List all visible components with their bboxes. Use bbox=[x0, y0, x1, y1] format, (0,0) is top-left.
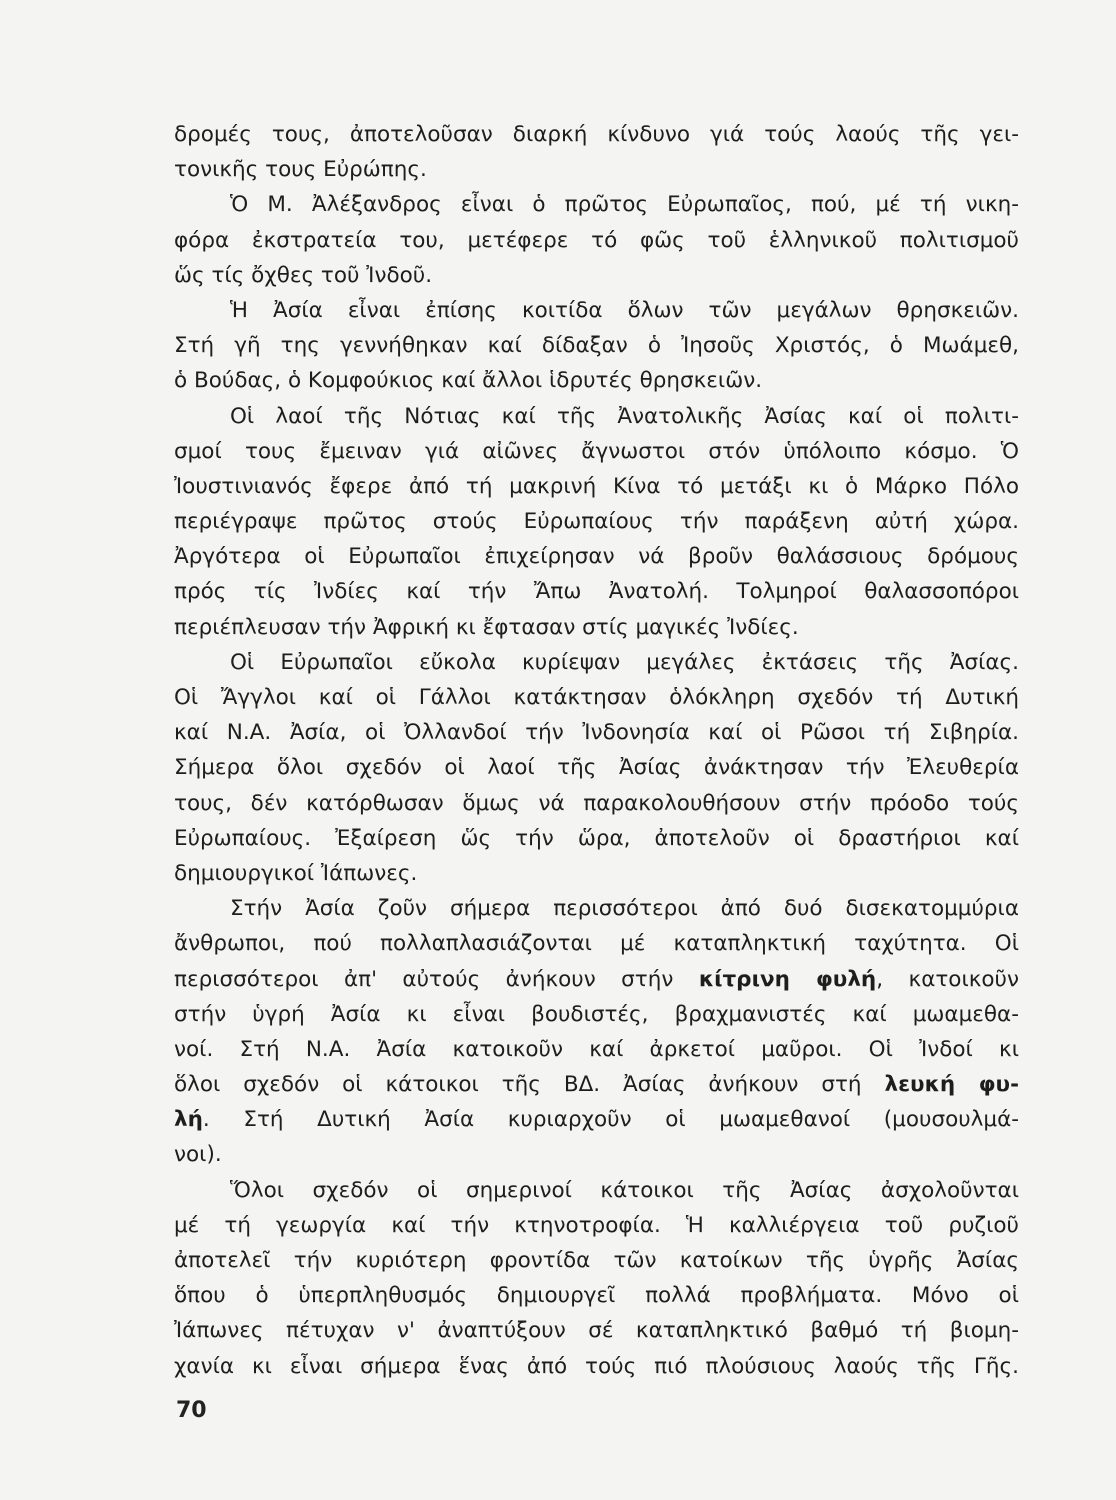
text-line: Ἰάπωνες πέτυχαν ν' ἀναπτύξουν σέ καταπληκτικό βαθμό τή βιομη- bbox=[174, 1318, 1019, 1344]
text-line: Ἰουστινιανός ἔφερε ἀπό τή μακρινή Κίνα τό μετάξι κι ὁ Μάρκο Πόλο bbox=[174, 473, 1019, 499]
text-line: Ἡ Ἀσία εἶναι ἐπίσης κοιτίδα ὅλων τῶν μεγάλων θρησκειῶν. bbox=[230, 297, 1019, 323]
text-line: Εὐρωπαίους. Ἐξαίρεση ὥς τήν ὥρα, ἀποτελοῦν οἱ δραστήριοι καί bbox=[174, 825, 1019, 851]
text-line: πρός τίς Ἰνδίες καί τήν Ἄπω Ἀνατολή. Τολμηροί θαλασσοπόροι bbox=[174, 579, 1019, 605]
text-line: Ὁ Μ. Ἀλέξανδρος εἶναι ὁ πρῶτος Εὐρωπαῖος, πού, μέ τή νικη- bbox=[230, 192, 1019, 218]
text-line: φόρα ἐκστρατεία του, μετέφερε τό φῶς τοῦ ἑλληνικοῦ πολιτισμοῦ bbox=[174, 227, 1019, 253]
text-run: περισσότεροι ἀπ' αὐτούς ἀνήκουν στήν bbox=[174, 966, 699, 992]
text-line bbox=[174, 1102, 1019, 1137]
text-line: ὅπου ὁ ὑπερπληθυσμός δημιουργεῖ πολλά προβλήματα. Μόνο οἱ bbox=[174, 1283, 1019, 1309]
text-line: Ὅλοι σχεδόν οἱ σημερινοί κάτοικοι τῆς Ἀσίας ἀσχολοῦνται bbox=[230, 1177, 1019, 1203]
text-line: στήν ὑγρή Ἀσία κι εἶναι βουδιστές, βραχμανιστές καί μωαμεθα- bbox=[174, 1001, 1019, 1027]
text-line: ἄνθρωποι, πού πολλαπλασιάζονται μέ καταπληκτική ταχύτητα. Οἱ bbox=[174, 931, 1019, 957]
text-line: Οἱ Εὐρωπαῖοι εὔκολα κυρίεψαν μεγάλες ἐκτάσεις τῆς Ἀσίας. bbox=[230, 649, 1019, 675]
text-line: περιέγραψε πρῶτος στούς Εὐρωπαίους τήν παράξενη αὐτή χώρα. bbox=[174, 509, 1019, 535]
text-line bbox=[174, 1067, 1019, 1102]
text-line: περιέπλευσαν τήν Ἀφρική κι ἔφτασαν στίς μαγικές Ἰνδίες. bbox=[174, 614, 799, 640]
text-run: . Στή Δυτική Ἀσία κυριαρχοῦν οἱ μωαμεθανοί (μουσουλμά- bbox=[202, 1107, 1019, 1133]
bold-term: λή bbox=[174, 1107, 203, 1133]
bold-term: λευκή φυ- bbox=[884, 1072, 1019, 1098]
bold-term: κίτρινη φυλή bbox=[698, 966, 877, 992]
page-number: 70 bbox=[176, 1398, 207, 1423]
text-line: δρομές τους, ἀποτελοῦσαν διαρκή κίνδυνο γιά τούς λαούς τῆς γει- bbox=[174, 122, 1019, 147]
text-line: ἀποτελεῖ τήν κυριότερη φροντίδα τῶν κατοίκων τῆς ὑγρῆς Ἀσίας bbox=[174, 1248, 1019, 1273]
text-line: Οἱ λαοί τῆς Νότιας καί τῆς Ἀνατολικῆς Ἀσίας καί οἱ πολιτι- bbox=[230, 403, 1019, 429]
text-line: δημιουργικοί Ἰάπωνες. bbox=[174, 860, 418, 886]
text-line: τονικῆς τους Εὐρώπης. bbox=[174, 157, 427, 183]
text-line: χανία κι εἶναι σήμερα ἕνας ἀπό τούς πιό πλούσιους λαούς τῆς Γῆς. bbox=[174, 1353, 1019, 1379]
text-line: νοί. Στή Ν.Α. Ἀσία κατοικοῦν καί ἀρκετοί μαῦροι. Οἱ Ἰνδοί κι bbox=[174, 1036, 1019, 1062]
text-line: μέ τή γεωργία καί τήν κτηνοτροφία. Ἡ καλλιέργεια τοῦ ρυζιοῦ bbox=[174, 1212, 1019, 1238]
text-run: , κατοικοῦν bbox=[876, 966, 1020, 992]
text-line: σμοί τους ἔμειναν γιά αἰῶνες ἄγνωστοι στόν ὑπόλοιπο κόσμο. Ὁ bbox=[174, 438, 1019, 464]
text-line: νοι). bbox=[174, 1142, 222, 1168]
text-line: ὥς τίς ὄχθες τοῦ Ἰνδοῦ. bbox=[174, 262, 433, 288]
text-line: Στήν Ἀσία ζοῦν σήμερα περισσότεροι ἀπό δυό δισεκατομμύρια bbox=[230, 896, 1019, 922]
text-line: Ἀργότερα οἱ Εὐρωπαῖοι ἐπιχείρησαν νά βροῦν θαλάσσιους δρόμους bbox=[174, 544, 1019, 570]
text-line: Σήμερα ὅλοι σχεδόν οἱ λαοί τῆς Ἀσίας ἀνάκτησαν τήν Ἐλευθερία bbox=[174, 755, 1019, 781]
text-run: ὅλοι σχεδόν οἱ κάτοικοι τῆς ΒΔ. Ἀσίας ἀνήκουν στή bbox=[174, 1072, 885, 1098]
text-line: Οἱ Ἄγγλοι καί οἱ Γάλλοι κατάκτησαν ὁλόκληρη σχεδόν τή Δυτική bbox=[174, 685, 1019, 710]
text-line: ὁ Βούδας, ὁ Κομφούκιος καί ἄλλοι ἱδρυτές θρησκειῶν. bbox=[174, 368, 763, 394]
text-line: καί Ν.Α. Ἀσία, οἱ Ὀλλανδοί τήν Ἰνδονησία καί οἱ Ρῶσοι τή Σιβηρία. bbox=[174, 720, 1019, 746]
text-line bbox=[174, 962, 1019, 997]
body-text bbox=[174, 117, 1019, 1384]
text-line: τους, δέν κατόρθωσαν ὅμως νά παρακολουθήσουν στήν πρόοδο τούς bbox=[174, 790, 1019, 816]
text-line: Στή γῆ της γεννήθηκαν καί δίδαξαν ὁ Ἰησοῦς Χριστός, ὁ Μωάμεθ, bbox=[174, 333, 1019, 359]
